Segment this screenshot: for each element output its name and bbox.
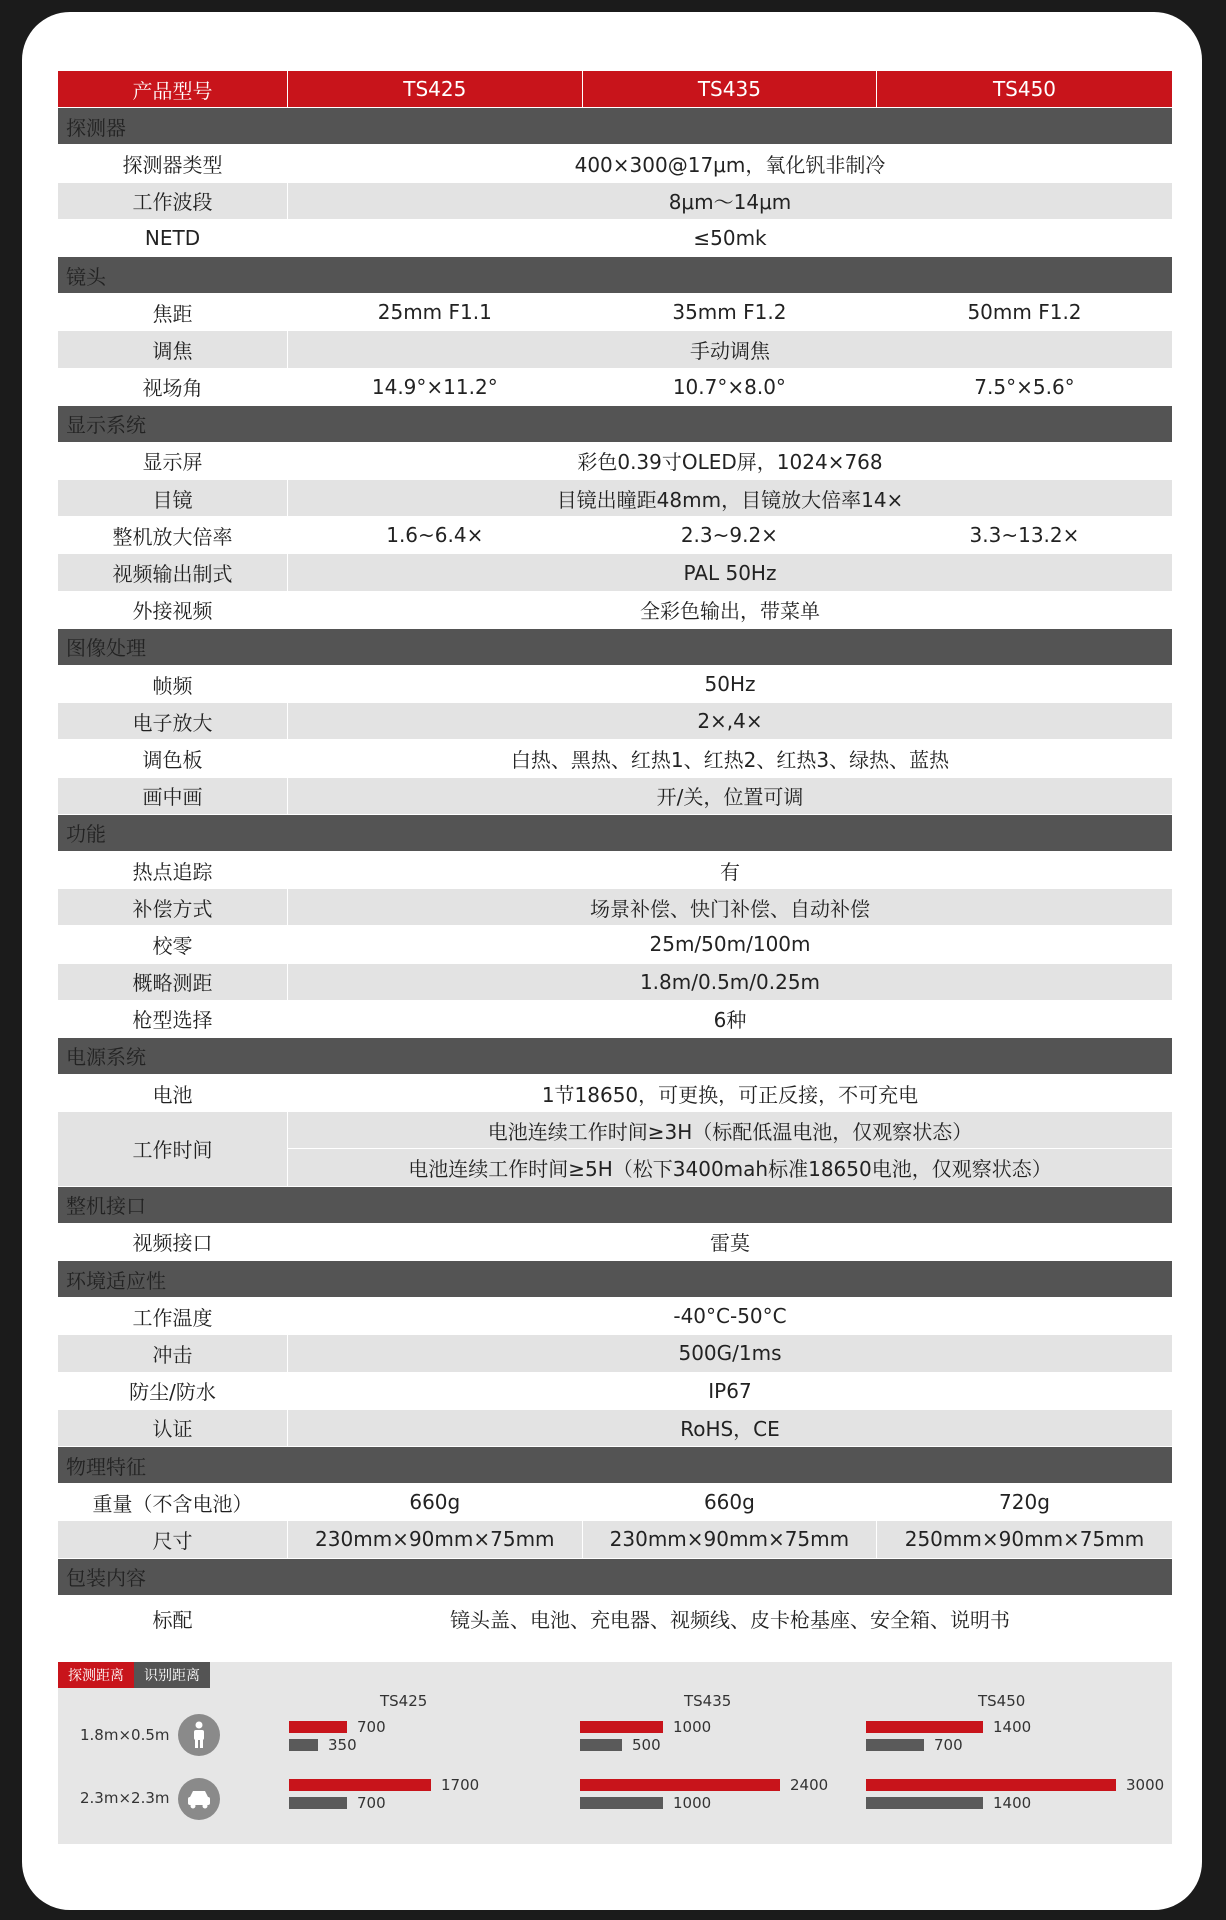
distance-panel	[58, 1662, 1172, 1844]
table-row	[58, 1373, 1172, 1410]
row-value: 50Hz	[288, 666, 1172, 702]
row-value: 电池连续工作时间≥5H（松下3400mah标准18650电池，仅观察状态）	[288, 1149, 1172, 1186]
row-value: 25mm F1.1	[288, 294, 583, 330]
row-value: 1.6~6.4×	[288, 517, 583, 553]
row-label: 整机放大倍率	[58, 517, 288, 553]
table-row	[58, 145, 1172, 182]
spec-table	[58, 71, 1172, 1642]
table-row	[58, 889, 1172, 926]
section-header	[58, 406, 1172, 443]
table-row	[58, 183, 1172, 220]
row-value: 35mm F1.2	[583, 294, 878, 330]
recognize-bar	[580, 1739, 622, 1751]
row-label: 焦距	[58, 294, 288, 330]
row-label: 认证	[58, 1410, 288, 1446]
table-row	[58, 1001, 1172, 1038]
row-value: 25m/50m/100m	[288, 926, 1172, 962]
row-label: 校零	[58, 926, 288, 962]
section-title: 物理特征	[66, 1454, 146, 1479]
row-value: 2.3~9.2×	[583, 517, 878, 553]
row-value: 3.3~13.2×	[877, 517, 1172, 553]
detect-value: 700	[357, 1718, 386, 1736]
row-label: 枪型选择	[58, 1001, 288, 1037]
row-value: 雷莫	[288, 1224, 1172, 1260]
row-label: 帧频	[58, 666, 288, 702]
detect-value: 2400	[790, 1776, 829, 1794]
row-value: 250mm×90mm×75mm	[877, 1521, 1172, 1557]
header-model-ts425: TS425	[288, 71, 583, 107]
table-row	[58, 220, 1172, 257]
detect-bar	[580, 1721, 663, 1733]
detect-bar	[580, 1779, 780, 1791]
row-label: 尺寸	[58, 1521, 288, 1557]
recognize-value: 1000	[673, 1794, 712, 1812]
target-size-person: 1.8m×0.5m	[80, 1726, 170, 1744]
distance-model-ts450: TS450	[978, 1692, 1026, 1710]
row-value: 目镜出瞳距48mm，目镜放大倍率14×	[288, 480, 1172, 516]
section-header	[58, 629, 1172, 666]
row-label: 工作温度	[58, 1298, 288, 1334]
row-label: 调色板	[58, 740, 288, 776]
table-row	[58, 1596, 1172, 1642]
table-row	[58, 331, 1172, 368]
recognize-value: 700	[934, 1736, 963, 1754]
detect-bar	[866, 1721, 983, 1733]
row-label: 视频接口	[58, 1224, 288, 1260]
row-value: 开/关，位置可调	[288, 778, 1172, 814]
row-value: 660g	[288, 1484, 583, 1520]
table-header	[58, 71, 1172, 108]
row-value: ≤50mk	[288, 220, 1172, 256]
row-value: 1.8m/0.5m/0.25m	[288, 964, 1172, 1000]
detect-bar	[866, 1779, 1116, 1791]
tab-recognize-distance[interactable]: 识别距离	[134, 1662, 210, 1688]
row-label: 防尘/防水	[58, 1373, 288, 1409]
table-row	[58, 666, 1172, 703]
row-label: 外接视频	[58, 592, 288, 628]
detect-value: 1000	[673, 1718, 712, 1736]
row-value: -40°C-50°C	[288, 1298, 1172, 1334]
table-row	[58, 294, 1172, 331]
section-header	[58, 1187, 1172, 1224]
table-row	[58, 1484, 1172, 1521]
row-value: 50mm F1.2	[877, 294, 1172, 330]
table-row	[58, 517, 1172, 554]
table-row	[58, 1410, 1172, 1447]
section-title: 包装内容	[66, 1566, 146, 1591]
row-label: 电子放大	[58, 703, 288, 739]
row-value: 720g	[877, 1484, 1172, 1520]
table-row	[58, 740, 1172, 777]
row-label: 概略测距	[58, 964, 288, 1000]
row-label: NETD	[58, 220, 288, 256]
section-title: 镜头	[66, 264, 106, 289]
row-label: 工作波段	[58, 183, 288, 219]
section-header	[58, 815, 1172, 852]
row-value: RoHS，CE	[288, 1410, 1172, 1446]
recognize-value: 500	[632, 1736, 661, 1754]
tab-detect-distance[interactable]: 探测距离	[58, 1662, 134, 1688]
row-label: 重量（不含电池）	[58, 1484, 288, 1520]
section-title: 探测器	[66, 115, 126, 140]
detect-value: 1700	[441, 1776, 480, 1794]
row-value: 7.5°×5.6°	[877, 369, 1172, 405]
row-value: 6种	[288, 1001, 1172, 1037]
header-model-ts450: TS450	[877, 71, 1172, 107]
detect-bar	[289, 1721, 347, 1733]
detect-value: 3000	[1126, 1776, 1165, 1794]
row-value: 10.7°×8.0°	[583, 369, 878, 405]
section-title: 电源系统	[66, 1045, 146, 1070]
row-value: 660g	[583, 1484, 878, 1520]
car-icon	[178, 1778, 220, 1820]
row-value: 彩色0.39寸OLED屏，1024×768	[288, 443, 1172, 479]
recognize-bar	[866, 1739, 924, 1751]
table-row	[58, 480, 1172, 517]
table-row	[58, 592, 1172, 629]
section-title: 图像处理	[66, 636, 146, 661]
section-header	[58, 257, 1172, 294]
row-value: 白热、黑热、红热1、红热2、红热3、绿热、蓝热	[288, 740, 1172, 776]
recognize-value: 1400	[993, 1794, 1032, 1812]
section-header	[58, 1559, 1172, 1596]
table-row	[58, 926, 1172, 963]
row-value: 镜头盖、电池、充电器、视频线、皮卡枪基座、安全箱、说明书	[288, 1596, 1172, 1641]
row-value: 400×300@17μm，氧化钒非制冷	[288, 145, 1172, 181]
distance-tabs	[58, 1662, 210, 1688]
recognize-bar	[289, 1739, 318, 1751]
table-row	[58, 554, 1172, 591]
row-value: 有	[288, 852, 1172, 888]
row-value: 全彩色输出，带菜单	[288, 592, 1172, 628]
table-row	[58, 778, 1172, 815]
table-row	[58, 443, 1172, 480]
section-title: 显示系统	[66, 413, 146, 438]
section-header	[58, 1447, 1172, 1484]
section-header	[58, 1261, 1172, 1298]
row-label: 视频输出制式	[58, 554, 288, 590]
row-label: 电池	[58, 1075, 288, 1111]
table-row	[58, 852, 1172, 889]
table-row	[58, 1075, 1172, 1112]
row-value: 500G/1ms	[288, 1335, 1172, 1371]
row-label: 补偿方式	[58, 889, 288, 925]
row-value: 8μm～14μm	[288, 183, 1172, 219]
distance-model-ts435: TS435	[684, 1692, 732, 1710]
row-label: 探测器类型	[58, 145, 288, 181]
row-value: 230mm×90mm×75mm	[583, 1521, 878, 1557]
recognize-value: 350	[328, 1736, 357, 1754]
section-header	[58, 108, 1172, 145]
row-value: IP67	[288, 1373, 1172, 1409]
row-label: 冲击	[58, 1335, 288, 1371]
row-label: 画中画	[58, 778, 288, 814]
row-value: 电池连续工作时间≥3H（标配低温电池，仅观察状态）	[288, 1112, 1172, 1149]
table-row	[58, 964, 1172, 1001]
row-value: 14.9°×11.2°	[288, 369, 583, 405]
row-label: 目镜	[58, 480, 288, 516]
row-label: 工作时间	[58, 1112, 288, 1185]
recognize-bar	[580, 1797, 663, 1809]
header-model-ts435: TS435	[583, 71, 878, 107]
detect-value: 1400	[993, 1718, 1032, 1736]
section-title: 功能	[66, 822, 106, 847]
row-value: PAL 50Hz	[288, 554, 1172, 590]
section-title: 整机接口	[66, 1194, 146, 1219]
row-value: 2×,4×	[288, 703, 1172, 739]
table-row	[58, 1335, 1172, 1372]
table-row	[58, 703, 1172, 740]
row-label: 视场角	[58, 369, 288, 405]
row-label: 标配	[58, 1596, 288, 1641]
recognize-bar	[289, 1797, 347, 1809]
section-title: 环境适应性	[66, 1268, 166, 1293]
table-row	[58, 1298, 1172, 1335]
row-label: 显示屏	[58, 443, 288, 479]
row-label: 调焦	[58, 331, 288, 367]
table-row	[58, 369, 1172, 406]
distance-model-ts425: TS425	[380, 1692, 428, 1710]
row-value: 手动调焦	[288, 331, 1172, 367]
detect-bar	[289, 1779, 431, 1791]
row-label: 热点追踪	[58, 852, 288, 888]
row-value: 1节18650，可更换，可正反接，不可充电	[288, 1075, 1172, 1111]
recognize-bar	[866, 1797, 983, 1809]
recognize-value: 700	[357, 1794, 386, 1812]
table-row	[58, 1224, 1172, 1261]
row-value: 场景补偿、快门补偿、自动补偿	[288, 889, 1172, 925]
section-header	[58, 1038, 1172, 1075]
table-row	[58, 1521, 1172, 1558]
row-value: 230mm×90mm×75mm	[288, 1521, 583, 1557]
table-row	[58, 1112, 1172, 1186]
header-label: 产品型号	[58, 71, 288, 107]
target-size-car: 2.3m×2.3m	[80, 1789, 170, 1807]
person-icon	[178, 1714, 220, 1756]
